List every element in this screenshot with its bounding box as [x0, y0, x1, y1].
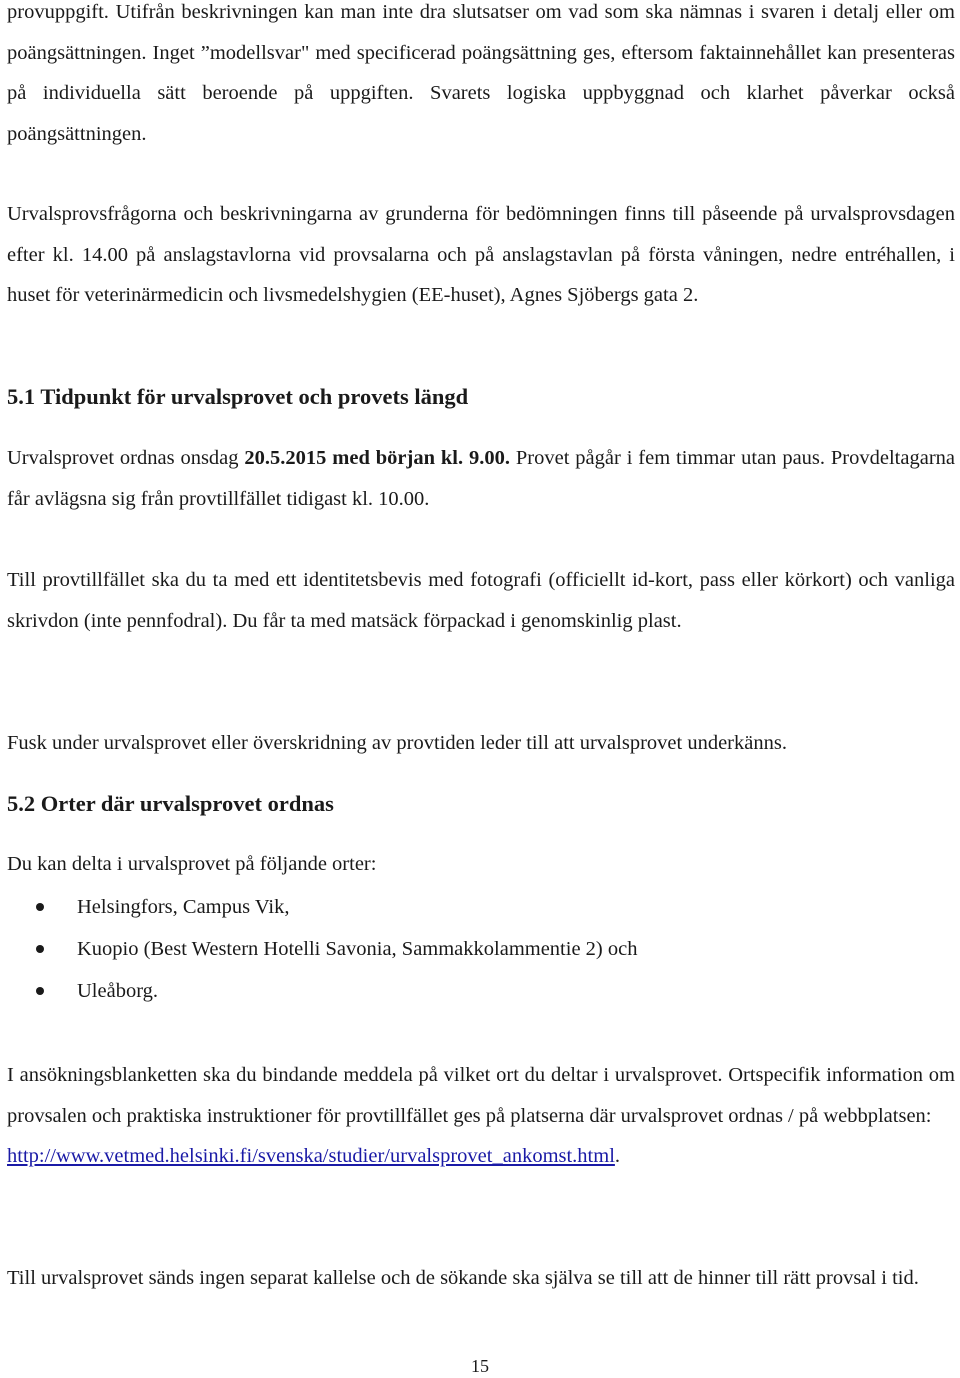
intro-paragraph: provuppgift. Utifrån beskrivningen kan man inte dra slutsatser om vad som ska nämnas i svaren i detalj eller om poängsättningen. Inget ”modellsvar" med specificerad poängsättning ges, eftersom faktainnehållet kan presenteras på individuella sätt beroende på uppgiften. Svarets logiska uppbyggnad och klarhet påverkar också poängsättningen.	[7, 1, 955, 145]
exam-date-start: 20.5.2015 med början kl. 9.00.	[244, 447, 510, 469]
arrival-info-link[interactable]: http://www.vetmed.helsinki.fi/svenska/studier/urvalsprovet_ankomst.html	[7, 1145, 615, 1168]
bullet-icon	[36, 903, 44, 911]
exam-time-tail: Provet pågår i fem timmar utan paus. Provdeltagarna får avlägsna sig från provtillfället tidigast kl. 10.00.	[7, 447, 955, 510]
list-item	[7, 970, 955, 1012]
venue-info-text: I ansökningsblanketten ska du bindande meddela på vilket ort du deltar i urvalsprovet. Ortspecifik information om provsalen och praktiska instruktioner för provtillfället ges på platserna där urvalsprovet ordnas / på webbplatsen:	[7, 1064, 955, 1127]
venue-info-paragraph	[7, 1055, 955, 1177]
locations-list	[7, 886, 955, 1012]
bullet-icon	[36, 945, 44, 953]
questions-paragraph: Urvalsprovsfrågorna och beskrivningarna av grunderna för bedömningen finns till påseende på urvalsprovsdagen efter kl. 14.00 på anslagstavlorna vid provsalarna och på anslagstavlan på första våningen, nedre entréhallen, i huset för veterinärmedicin och livsmedelshygien (EE-huset), Agnes Sjöbergs gata 2.	[7, 203, 955, 307]
list-item	[7, 928, 955, 970]
location-label: Kuopio (Best Western Hotelli Savonia, Sammakkolammentie 2) och	[77, 938, 638, 960]
cheating-paragraph: Fusk under urvalsprovet eller överskridning av provtiden leder till att urvalsprovet underkänns.	[7, 732, 787, 754]
section-5-1-heading: 5.1 Tidpunkt för urvalsprovet och provets längd	[7, 384, 469, 409]
bullet-icon	[36, 987, 44, 995]
bring-items-paragraph: Till provtillfället ska du ta med ett identitetsbevis med fotografi (officiellt id-kort, pass eller körkort) och vanliga skrivdon (inte pennfodral). Du får ta med matsäck förpackad i genomskinlig plast.	[7, 569, 955, 632]
page-number: 15	[471, 1356, 489, 1376]
link-trailing-period: .	[614, 1145, 621, 1168]
list-item	[7, 886, 955, 928]
location-label: Helsingfors, Campus Vik,	[77, 896, 290, 918]
locations-intro: Du kan delta i urvalsprovet på följande orter:	[7, 853, 377, 875]
exam-time-paragraph	[7, 438, 955, 519]
section-5-2-heading: 5.2 Orter där urvalsprovet ordnas	[7, 791, 334, 816]
exam-time-lead: Urvalsprovet ordnas onsdag	[7, 447, 245, 469]
no-invitation-paragraph: Till urvalsprovet sänds ingen separat kallelse och de sökande ska själva se till att de hinner till rätt provsal i tid.	[7, 1267, 919, 1289]
location-label: Uleåborg.	[77, 980, 159, 1002]
